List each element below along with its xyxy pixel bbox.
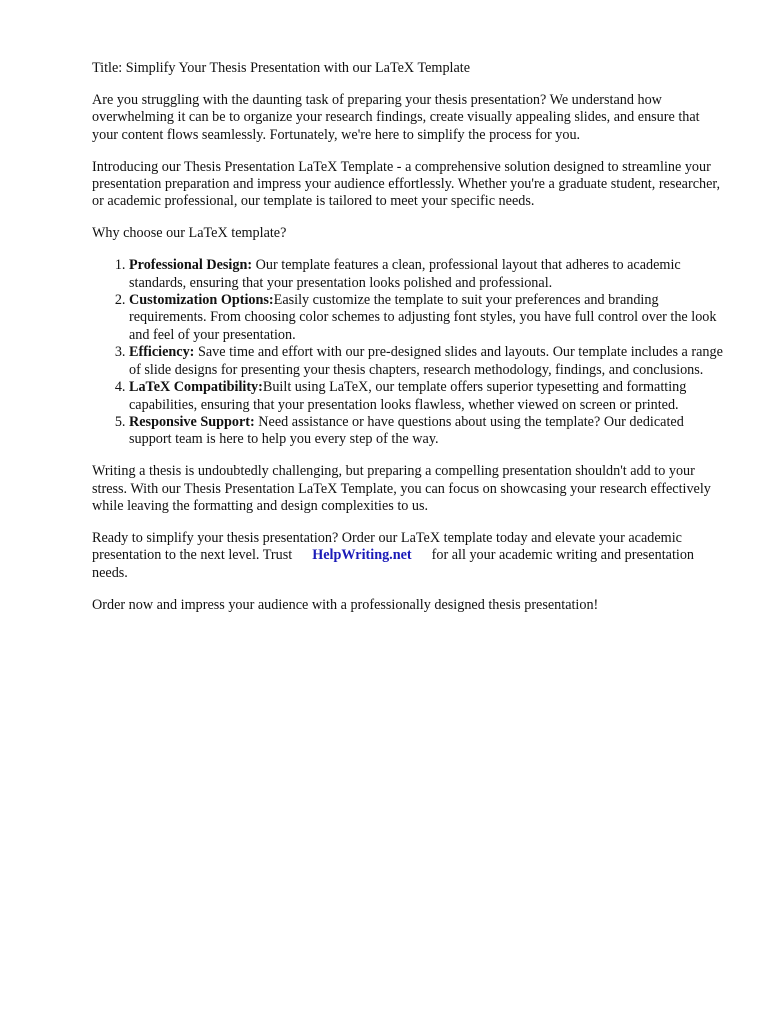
feature-name: Customization Options: [129, 292, 274, 309]
helpwriting-link[interactable]: HelpWriting.net [312, 547, 412, 564]
intro-paragraph: Are you struggling with the daunting task of preparing your thesis presentation? We understand how overwhelming it can be to organize your research findings, create visually appealing slides, and ensure that your content flows seamlessly. Fortunately, we're here to simplify the process for you. [92, 91, 700, 143]
feature-item-latex-compatibility [129, 379, 724, 414]
feature-text: Save time and effort with our pre-designed slides and layouts. Our template includes a range of slide designs for presenting your thesis chapters, research methodology, findings, and conclusions. [129, 344, 723, 378]
writing-paragraph: Writing a thesis is undoubtedly challenging, but preparing a compelling presentation shouldn't add to your stress. With our Thesis Presentation LaTeX Template, you can focus on showcasing your research effectively while leaving the formatting and design complexities to us. [92, 463, 711, 515]
feature-text: Easily customize the template to suit your preferences and branding requirements. From choosing color schemes to adjusting font styles, you have full control over the look and feel of your presentation. [129, 292, 717, 343]
feature-name: Responsive Support: [129, 413, 255, 430]
feature-text: Need assistance or have questions about using the template? Our dedicated support team is here to help you every step of the way. [129, 413, 684, 448]
ready-text-after-link: for all your academic writing and presentation needs. [92, 547, 695, 581]
feature-name: Professional Design: [129, 257, 253, 274]
introducing-paragraph: Introducing our Thesis Presentation LaTeX Template - a comprehensive solution designed to streamline your presentation preparation and impress your audience effortlessly. Whether you're a graduate student, researcher, or academic professional, our template is tailored to meet your specific needs. [92, 158, 721, 210]
why-heading: Why choose our LaTeX template? [92, 225, 287, 242]
document-title: Title: Simplify Your Thesis Presentation with our LaTeX Template [92, 60, 471, 76]
feature-name: Efficiency: [129, 344, 195, 361]
ready-text-before-link: Ready to simplify your thesis presentation? Order our LaTeX template today and elevate your academic presentation to the next level. Trust [92, 529, 682, 564]
feature-list [92, 257, 724, 448]
document-page [92, 60, 724, 629]
feature-name: LaTeX Compatibility: [129, 379, 263, 396]
feature-item-efficiency [129, 344, 724, 379]
feature-text: Our template features a clean, professional layout that adheres to academic standards, ensuring that your presentation looks polished and professional. [129, 257, 681, 291]
feature-item-responsive-support [129, 414, 724, 449]
closing-paragraph: Order now and impress your audience with a professionally designed thesis presentation! [92, 596, 599, 613]
feature-item-customization-options [129, 292, 724, 344]
feature-item-professional-design [129, 257, 724, 292]
feature-text: Built using LaTeX, our template offers superior typesetting and formatting capabilities, ensuring that your presentation looks flawless, whether viewed on screen or printed. [129, 379, 687, 413]
ready-paragraph [92, 530, 724, 582]
